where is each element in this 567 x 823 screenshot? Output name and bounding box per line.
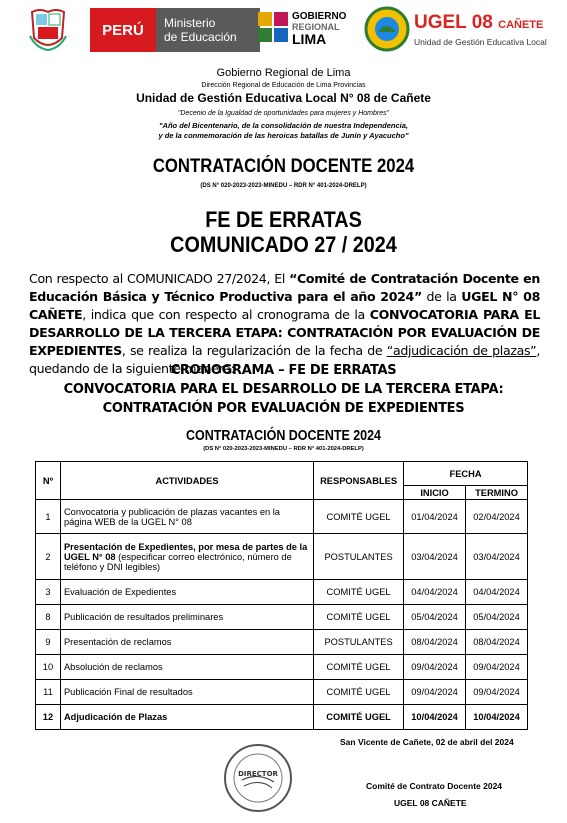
table-reference: (DS N° 020-2023-2023-MINEDU – RDR N° 401-2024-DRELP): [203, 446, 364, 452]
row-start-date: 04/04/2024: [404, 580, 466, 605]
row-activity: Absolución de reclamos: [60, 655, 313, 680]
gobierno-regional-lima-icon: [256, 10, 290, 44]
year-motto: "Año del Bicentenario, de la consolidación de nuestra Independencia, y de la conmemoración de las heroicas batallas de Junín y Ayacucho": [158, 121, 409, 140]
row-activity: Publicación Final de resultados: [60, 680, 313, 705]
minedu-logo: Ministerio de Educación: [156, 8, 260, 52]
table-row: [36, 705, 528, 730]
direccion-regional-label: Dirección Regional de Educación de Lima Provincias: [201, 82, 366, 89]
row-num: 8: [36, 605, 61, 630]
row-end-date: 05/04/2024: [466, 605, 528, 630]
director-seal-icon: [222, 742, 294, 814]
table-row: [36, 580, 528, 605]
issue-date: San Vicente de Cañete, 02 de abril del 2024: [340, 737, 514, 747]
row-num: 3: [36, 580, 61, 605]
signature-ugel: UGEL 08 CAÑETE: [394, 798, 467, 808]
header-inicio: INICIO: [404, 486, 466, 500]
row-responsible: POSTULANTES: [314, 630, 404, 655]
row-activity: Presentación de reclamos: [60, 630, 313, 655]
row-responsible: POSTULANTES: [314, 534, 404, 580]
row-start-date: 09/04/2024: [404, 655, 466, 680]
row-activity: Evaluación de Expedientes: [60, 580, 313, 605]
row-end-date: 09/04/2024: [466, 655, 528, 680]
header-termino: TERMINO: [466, 486, 528, 500]
table-row: [36, 534, 528, 580]
row-start-date: 10/04/2024: [404, 705, 466, 730]
row-num: 12: [36, 705, 61, 730]
table-row: [36, 500, 528, 534]
table-title: CONTRATACIÓN DOCENTE 2024: [186, 428, 381, 444]
header-responsables: RESPONSABLES: [314, 462, 404, 500]
row-num: 2: [36, 534, 61, 580]
row-start-date: 05/04/2024: [404, 605, 466, 630]
header-num: Nº: [36, 462, 61, 500]
row-start-date: 01/04/2024: [404, 500, 466, 534]
decenio-motto: "Decenio de la Igualdad de oportunidades para mujeres y Hombres": [177, 110, 390, 117]
row-responsible: COMITÉ UGEL: [314, 655, 404, 680]
svg-text:DIRECTOR: DIRECTOR: [238, 770, 278, 778]
unidad-gestion-label: Unidad de Gestión Educativa Local N° 08 de Cañete: [136, 91, 431, 105]
logo-bar: [24, 6, 552, 54]
schedule-table: [35, 461, 528, 730]
row-activity: Publicación de resultados preliminares: [60, 605, 313, 630]
signature-committee: Comité de Contrato Docente 2024: [366, 781, 503, 791]
gobierno-regional-label: Gobierno Regional de Lima: [216, 67, 351, 79]
row-responsible: COMITÉ UGEL: [314, 680, 404, 705]
ugel-08-logo: UGEL 08 CAÑETE: [414, 12, 544, 33]
row-end-date: 10/04/2024: [466, 705, 528, 730]
header-fecha: FECHA: [404, 462, 528, 486]
ugel-08-emblem-icon: [364, 6, 410, 52]
fe-de-erratas-heading: FE DE ERRATAS COMUNICADO 27 / 2024: [170, 207, 397, 257]
row-end-date: 02/04/2024: [466, 500, 528, 534]
document-title: CONTRATACIÓN DOCENTE 2024: [152, 156, 415, 177]
row-start-date: 09/04/2024: [404, 680, 466, 705]
table-row: [36, 655, 528, 680]
row-responsible: COMITÉ UGEL: [314, 580, 404, 605]
row-activity: Convocatoria y publicación de plazas vacantes en la página WEB de la UGEL N° 08: [60, 500, 313, 534]
header-actividades: ACTIVIDADES: [60, 462, 313, 500]
row-responsible: COMITÉ UGEL: [314, 500, 404, 534]
row-responsible: COMITÉ UGEL: [314, 605, 404, 630]
legal-reference: (DS N° 020-2023-2023-MINEDU – RDR N° 401-2024-DRELP): [200, 183, 367, 189]
gobierno-regional-lima-logo: GOBIERNO REGIONAL LIMA: [292, 11, 347, 47]
row-end-date: 09/04/2024: [466, 680, 528, 705]
row-num: 9: [36, 630, 61, 655]
table-row: [36, 680, 528, 705]
row-start-date: 08/04/2024: [404, 630, 466, 655]
table-row: [36, 605, 528, 630]
row-responsible: COMITÉ UGEL: [314, 705, 404, 730]
peru-logo: PERÚ: [90, 8, 156, 52]
peru-coat-of-arms-icon: [28, 8, 68, 52]
body-paragraph: Con respecto al COMUNICADO 27/2024, El “Comité de Contratación Docente en Educación Básica y Técnico Productiva para el año 2024” de la UGEL N° 08 CAÑETE, indica que con respecto al cronograma de la CONVOCATORIA PARA EL DESARROLLO DE LA TERCERA ETAPA: CONTRATACIÓN POR EVALUACIÓN DE EXPEDIENTES, se realiza la regularización de la fecha de “adjudicación de plazas”, quedando de la siguiente manera:: [29, 271, 540, 376]
row-start-date: 03/04/2024: [404, 534, 466, 580]
cronograma-heading: CRONOGRAMA – FE DE ERRATAS CONVOCATORIA PARA EL DESARROLLO DE LA TERCERA ETAPA: CONTRATACIÓN POR EVALUACIÓN DE EXPEDIENTES: [63, 363, 504, 416]
row-end-date: 03/04/2024: [466, 534, 528, 580]
row-activity: Presentación de Expedientes, por mesa de partes de la UGEL N° 08 (especificar correo electrónico, número de teléfono y DNI legibles): [60, 534, 313, 580]
row-end-date: 04/04/2024: [466, 580, 528, 605]
row-num: 1: [36, 500, 61, 534]
row-activity: Adjudicación de Plazas: [60, 705, 313, 730]
row-end-date: 08/04/2024: [466, 630, 528, 655]
table-row: [36, 630, 528, 655]
ugel-logo-subtitle: Unidad de Gestión Educativa Local: [414, 37, 547, 47]
row-num: 10: [36, 655, 61, 680]
row-num: 11: [36, 680, 61, 705]
